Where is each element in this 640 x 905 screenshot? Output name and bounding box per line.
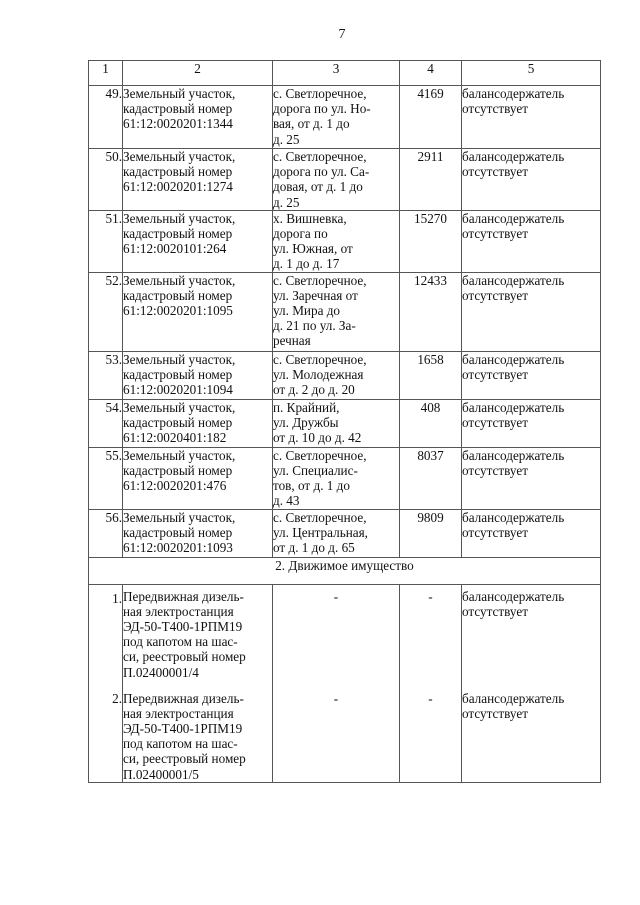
row-number: 2. [89, 687, 123, 783]
owner-cell: балансодержатель отсутствует [462, 447, 601, 509]
owner-cell: балансодержатель отсутствует [462, 210, 601, 272]
area-cell: - [400, 584, 462, 687]
table-row [89, 86, 601, 149]
area-cell: 1658 [400, 351, 462, 399]
area-cell: 408 [400, 399, 462, 447]
property-table [88, 60, 601, 783]
row-number: 53. [89, 351, 123, 399]
row-number: 54. [89, 399, 123, 447]
address-cell: с. Светлоречное, ул. Центральная, от д. 1 до д. 65 [273, 509, 400, 557]
address-cell: с. Светлоречное, ул. Заречная от ул. Мира до д. 21 по ул. За- речная [273, 272, 400, 351]
address-cell: с. Светлоречное, ул. Специалис- тов, от д. 1 до д. 43 [273, 447, 400, 509]
column-header: 2 [123, 61, 273, 86]
row-number: 49. [89, 86, 123, 149]
object-cell: Земельный участок, кадастровый номер 61:12:0020401:182 [123, 399, 273, 447]
table-row [89, 272, 601, 351]
object-cell: Земельный участок, кадастровый номер 61:12:0020101:264 [123, 210, 273, 272]
area-cell: 12433 [400, 272, 462, 351]
page-number: 7 [338, 27, 346, 42]
table-row [89, 399, 601, 447]
table-row [89, 210, 601, 272]
section-title: 2. Движимое имущество [89, 557, 601, 584]
address-cell: с. Светлоречное, дорога по ул. Но- вая, от д. 1 до д. 25 [273, 86, 400, 149]
address-cell: п. Крайний, ул. Дружбы от д. 10 до д. 42 [273, 399, 400, 447]
owner-cell: балансодержатель отсутствует [462, 687, 601, 783]
column-header: 1 [89, 61, 123, 86]
section-row [89, 557, 601, 584]
owner-cell: балансодержатель отсутствует [462, 351, 601, 399]
address-cell: с. Светлоречное, дорога по ул. Са- довая, от д. 1 до д. 25 [273, 149, 400, 211]
address-cell: с. Светлоречное, ул. Молодежная от д. 2 до д. 20 [273, 351, 400, 399]
column-header: 3 [273, 61, 400, 86]
row-number: 52. [89, 272, 123, 351]
area-cell: 8037 [400, 447, 462, 509]
object-cell: Земельный участок, кадастровый номер 61:12:0020201:476 [123, 447, 273, 509]
address-cell: х. Вишневка, дорога по ул. Южная, от д. 1 до д. 17 [273, 210, 400, 272]
area-cell: 9809 [400, 509, 462, 557]
object-cell: Передвижная дизель- ная электростанция ЭД-50-Т400-1РПМ19 под капотом на шас- си, реестровый номер П.02400001/4 [123, 584, 273, 687]
owner-cell: балансодержатель отсутствует [462, 86, 601, 149]
object-cell: Земельный участок, кадастровый номер 61:12:0020201:1095 [123, 272, 273, 351]
owner-cell: балансодержатель отсутствует [462, 399, 601, 447]
address-cell: - [273, 584, 400, 687]
object-cell: Земельный участок, кадастровый номер 61:12:0020201:1094 [123, 351, 273, 399]
row-number: 1. [89, 584, 123, 687]
object-cell: Земельный участок, кадастровый номер 61:12:0020201:1344 [123, 86, 273, 149]
table-row [89, 509, 601, 557]
area-cell: 15270 [400, 210, 462, 272]
table-row [89, 584, 601, 687]
owner-cell: балансодержатель отсутствует [462, 272, 601, 351]
row-number: 56. [89, 509, 123, 557]
table-row [89, 149, 601, 211]
object-cell: Земельный участок, кадастровый номер 61:12:0020201:1274 [123, 149, 273, 211]
owner-cell: балансодержатель отсутствует [462, 584, 601, 687]
row-number: 50. [89, 149, 123, 211]
owner-cell: балансодержатель отсутствует [462, 509, 601, 557]
owner-cell: балансодержатель отсутствует [462, 149, 601, 211]
row-number: 55. [89, 447, 123, 509]
area-cell: 4169 [400, 86, 462, 149]
table-row [89, 351, 601, 399]
column-header: 5 [462, 61, 601, 86]
table-row [89, 687, 601, 783]
object-cell: Передвижная дизель- ная электростанция ЭД-50-Т400-1РПМ19 под капотом на шас- си, реестровый номер П.02400001/5 [123, 687, 273, 783]
row-number: 51. [89, 210, 123, 272]
column-header: 4 [400, 61, 462, 86]
table-row [89, 447, 601, 509]
address-cell: - [273, 687, 400, 783]
area-cell: - [400, 687, 462, 783]
area-cell: 2911 [400, 149, 462, 211]
table-header-row [89, 61, 601, 86]
object-cell: Земельный участок, кадастровый номер 61:12:0020201:1093 [123, 509, 273, 557]
